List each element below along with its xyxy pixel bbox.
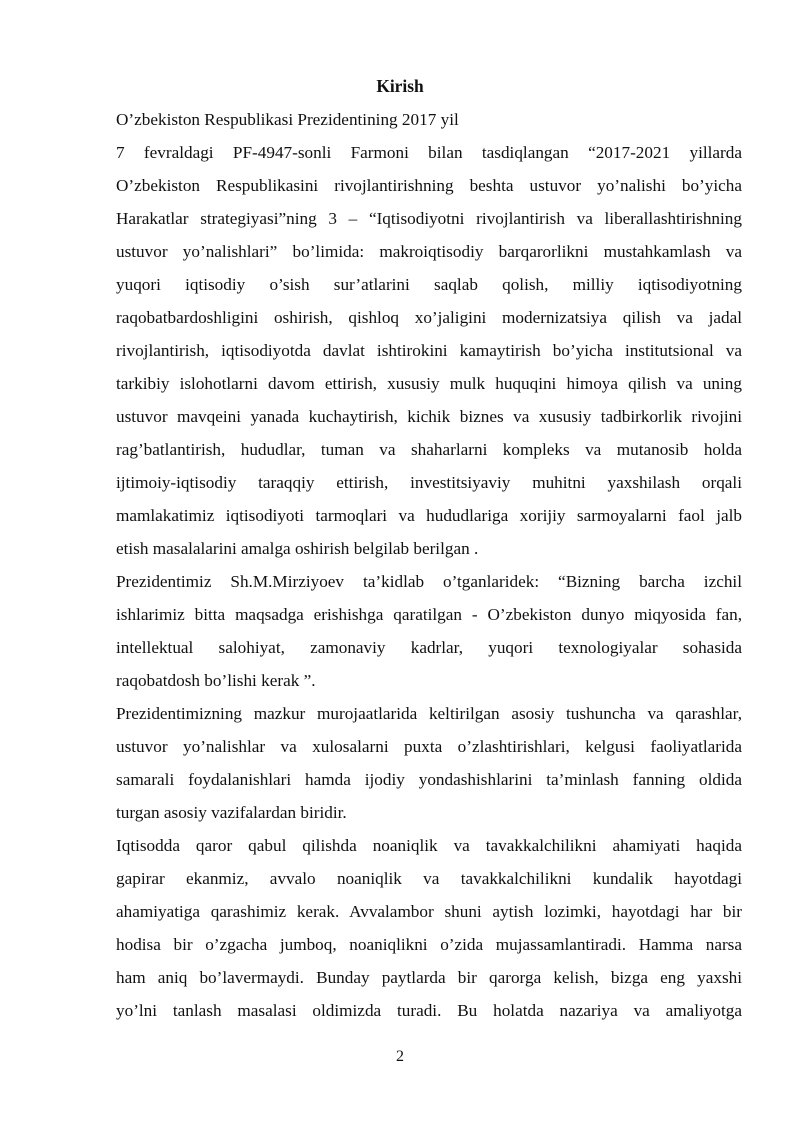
text-line: Prezidentimiz Sh.M.Mirziyoev ta’kidlab o’tganlaridek: “Bizning barcha izchil bbox=[116, 572, 742, 591]
text-line: 7 fevraldagi PF-4947-sonli Farmoni bilan tasdiqlangan “2017-2021 yillarda bbox=[116, 143, 742, 162]
page-title: Kirish bbox=[376, 76, 424, 96]
text-line: rag’batlantirish, hududlar, tuman va shaharlarni kompleks va mutanosib holda bbox=[116, 440, 742, 459]
text-line: ham aniq bo’lavermaydi. Bunday paytlarda bir qarorga kelish, bizga eng yaxshi bbox=[116, 968, 742, 987]
text-line: ustuvor yo’nalishlar va xulosalarni puxta o’zlashtirishlari, kelgusi faoliyatlarida bbox=[116, 737, 742, 756]
text-line: ishlarimiz bitta maqsadga erishishga qaratilgan - O’zbekiston dunyo miqyosida fan, bbox=[116, 605, 742, 624]
text-line: gapirar ekanmiz, avvalo noaniqlik va tavakkalchilikni kundalik hayotdagi bbox=[116, 869, 742, 888]
text-line: ustuvor yo’nalishlari” bo’limida: makroiqtisodiy barqarorlikni mustahkamlash va bbox=[116, 242, 742, 261]
text-line: yuqori iqtisodiy o’sish sur’atlarini saqlab qolish, milliy iqtisodiyotning bbox=[116, 275, 742, 294]
text-line: yo’lni tanlash masalasi oldimizda turadi. Bu holatda nazariya va amaliyotga bbox=[116, 1001, 742, 1020]
text-line: raqobatbardoshligini oshirish, qishloq xo’jaligini modernizatsiya qilish va jadal bbox=[116, 308, 742, 327]
text-line: O’zbekiston Respublikasini rivojlantirishning beshta ustuvor yo’nalishi bo’yicha bbox=[116, 176, 742, 195]
page-number: 2 bbox=[396, 1048, 404, 1065]
text-line: O’zbekiston Respublikasi Prezidentining 2017 yil bbox=[116, 110, 459, 129]
text-line: raqobatdosh bo’lishi kerak ”. bbox=[116, 671, 316, 690]
text-line: Iqtisodda qaror qabul qilishda noaniqlik va tavakkalchilikni ahamiyati haqida bbox=[116, 836, 742, 855]
text-line: ijtimoiy-iqtisodiy taraqqiy ettirish, investitsiyaviy muhitni yaxshilash orqali bbox=[116, 473, 742, 492]
text-line: rivojlantirish, iqtisodiyotda davlat ishtirokini kamaytirish bo’yicha institutsional va bbox=[116, 341, 742, 360]
text-line: Harakatlar strategiyasi”ning 3 – “Iqtisodiyotni rivojlantirish va liberallashtirishning bbox=[116, 209, 742, 228]
text-line: tarkibiy islohotlarni davom ettirish, xususiy mulk huquqini himoya qilish va uning bbox=[116, 374, 742, 393]
text-line: ustuvor mavqeini yanada kuchaytirish, kichik biznes va xususiy tadbirkorlik rivojini bbox=[116, 407, 742, 426]
text-line: Prezidentimizning mazkur murojaatlarida keltirilgan asosiy tushuncha va qarashlar, bbox=[116, 704, 742, 723]
text-line: hodisa bir o’zgacha jumboq, noaniqlikni o’zida mujassamlantiradi. Hamma narsa bbox=[116, 935, 742, 954]
text-line: turgan asosiy vazifalardan biridir. bbox=[116, 803, 347, 822]
text-line: ahamiyatiga qarashimiz kerak. Avvalambor shuni aytish lozimki, hayotdagi har bir bbox=[116, 902, 742, 921]
text-line: etish masalalarini amalga oshirish belgilab berilgan . bbox=[116, 539, 479, 558]
text-line: mamlakatimiz iqtisodiyoti tarmoqlari va hududlariga xorijiy sarmoyalarni faol jalb bbox=[116, 506, 742, 525]
text-line: samarali foydalanishlari hamda ijodiy yondashishlarini ta’minlash fanning oldida bbox=[116, 770, 742, 789]
text-line: intellektual salohiyat, zamonaviy kadrlar, yuqori texnologiyalar sohasida bbox=[116, 638, 742, 657]
